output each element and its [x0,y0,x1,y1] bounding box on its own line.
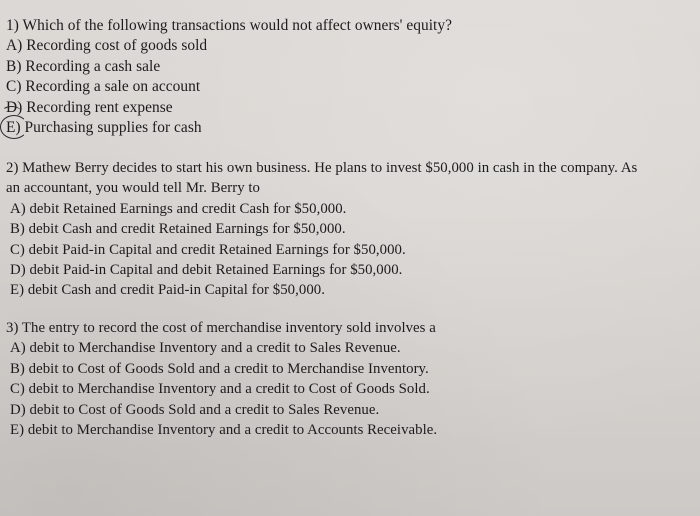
question-3-option-d: D) debit to Cost of Goods Sold and a credit to Sales Revenue. [10,401,380,418]
question-1-option-d-text: D) Recording rent expense [6,98,173,116]
question-3-option-c: C) debit to Merchandise Inventory and a credit to Cost of Goods Sold. [10,381,430,398]
question-3-option-a: A) debit to Merchandise Inventory and a credit to Sales Revenue. [10,340,401,357]
question-1-option-a: A) Recording cost of goods sold [6,37,208,55]
question-1-option-e-text: E) Purchasing supplies for cash [6,119,202,137]
question-1 [6,16,452,138]
question-1-option-d [6,98,452,118]
question-1-option-e-circled [6,118,202,138]
question-2-option-b: B) debit Cash and credit Retained Earnings for $50,000. [10,221,346,238]
question-1-option-e [6,118,452,138]
question-3 [6,318,437,440]
question-2-option-e: E) debit Cash and credit Paid-in Capital for $50,000. [10,282,325,299]
question-3-stem: 3) The entry to record the cost of merchandise inventory sold involves a [6,320,436,336]
question-2-option-c: C) debit Paid-in Capital and credit Retained Earnings for $50,000. [10,241,406,258]
question-2-option-d: D) debit Paid-in Capital and debit Retained Earnings for $50,000. [10,262,403,279]
question-1-option-d-mark-wrap [6,98,173,118]
question-3-option-b: B) debit to Cost of Goods Sold and a credit to Merchandise Inventory. [10,360,429,377]
question-2-stem-line-2: an accountant, you would tell Mr. Berry to [6,180,261,197]
question-2 [6,158,637,301]
question-2-option-a: A) debit Retained Earnings and credit Cash for $50,000. [10,200,347,217]
question-2-stem-line-1: 2) Mathew Berry decides to start his own business. He plans to invest $50,000 in cash in the company. As [6,160,638,176]
question-1-stem: 1) Which of the following transactions would not affect owners' equity? [6,17,452,34]
question-3-option-e: E) debit to Merchandise Inventory and a credit to Accounts Receivable. [10,422,438,439]
question-1-option-b: B) Recording a cash sale [6,57,161,75]
question-1-option-c: C) Recording a sale on account [6,78,201,96]
